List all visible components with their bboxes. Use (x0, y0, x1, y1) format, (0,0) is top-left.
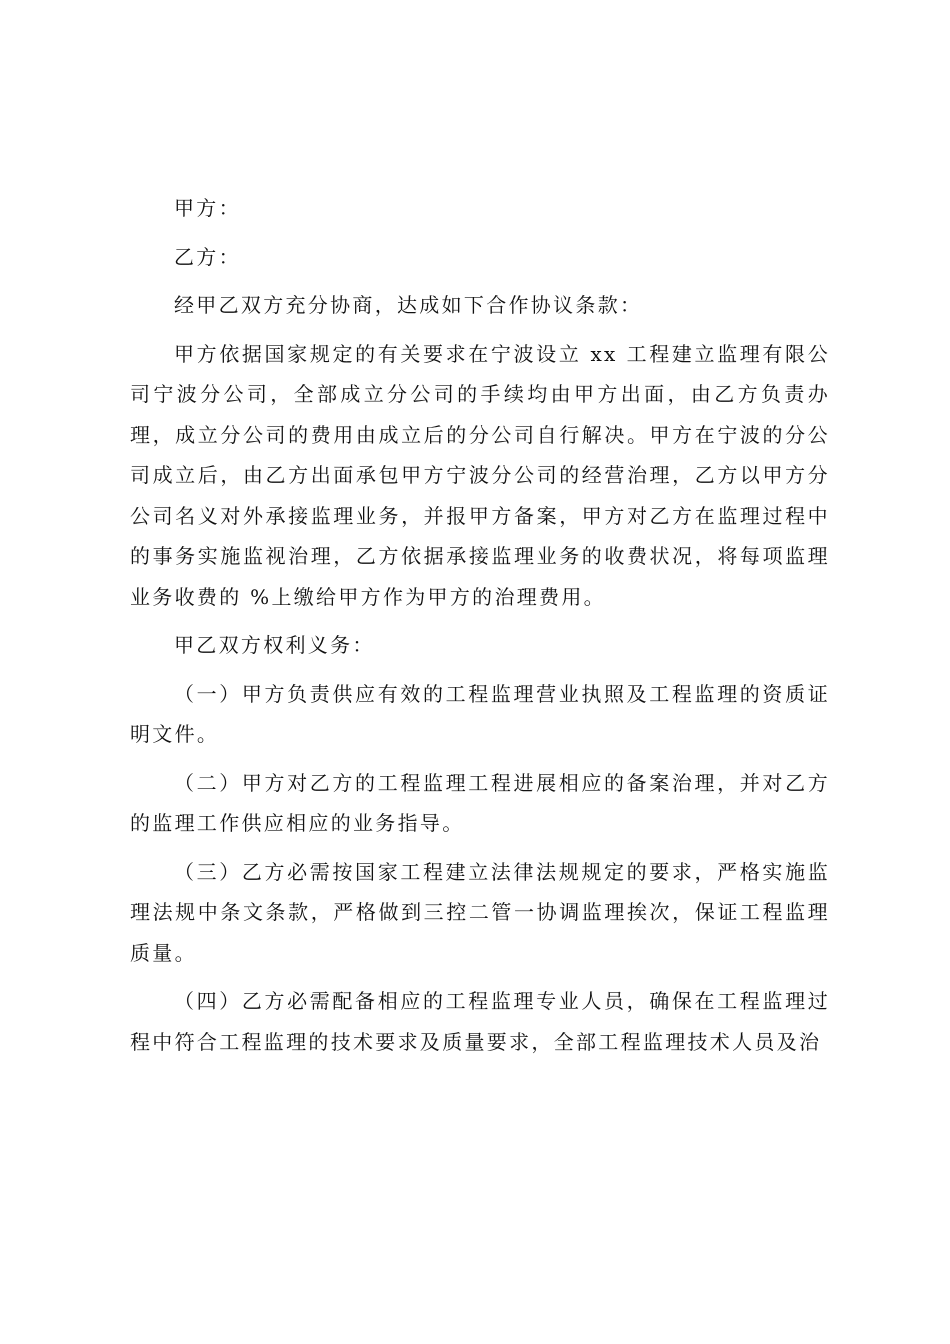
clause-item-4: （四）乙方必需配备相应的工程监理专业人员，确保在工程监理过程中符合工程监理的技术要求及质量要求，全部工程监理技术人员及治 (130, 989, 830, 1054)
intro-paragraph: 经甲乙双方充分协商，达成如下合作协议条款： (174, 293, 643, 317)
party-b-line: 乙方： (174, 244, 241, 269)
main-clause-paragraph: 甲方依据国家规定的有关要求在宁波设立 xx 工程建立监理有限公司宁波分公司，全部成立分公司的手续均由甲方出面，由乙方负责办理，成立分公司的费用由成立后的分公司自行解决。甲方在宁波的分公司成立后，由乙方出面承包甲方宁波分公司的经营治理，乙方以甲方分公司名义对外承接监理业务，并报甲方备案，甲方对乙方在监理过程中的事务实施监视治理，乙方依据承接监理业务的收费状况，将每项监理业务收费的 %上缴给甲方作为甲方的治理费用。 (130, 341, 830, 609)
clause-item-2: （二）甲方对乙方的工程监理工程进展相应的备案治理，并对乙方的监理工作供应相应的业务指导。 (130, 770, 830, 835)
clause-item-1: （一）甲方负责供应有效的工程监理营业执照及工程监理的资质证明文件。 (130, 681, 830, 746)
party-a-line: 甲方： (174, 196, 241, 220)
document-page (130, 188, 830, 1070)
rights-heading: 甲乙双方权利义务： (174, 633, 375, 657)
clause-item-3: （三）乙方必需按国家工程建立法律法规规定的要求，严格实施监理法规中条文条款，严格做到三控二管一协调监理挨次，保证工程监理质量。 (130, 859, 830, 965)
